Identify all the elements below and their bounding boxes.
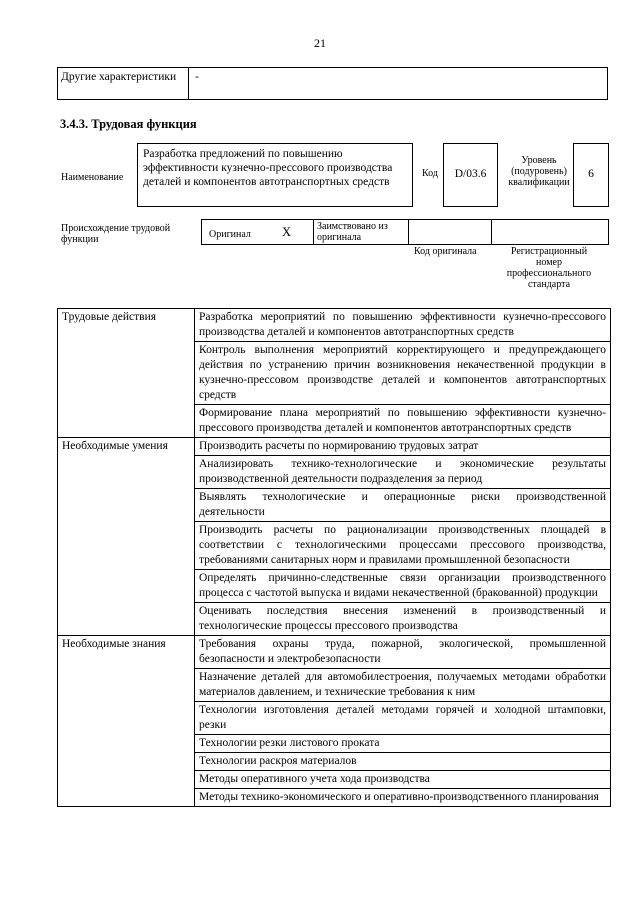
list-item: Формирование плана мероприятий по повышению эффективности кузнечно-прессового производства деталей и компонентов автотранспортных средств: [195, 405, 611, 438]
function-name-text: Разработка предложений по повышению эффективности кузнечно-прессового производства деталей и компонентов автотранспортных средств: [143, 148, 393, 188]
table-row: [58, 438, 611, 456]
level-value: 6: [588, 168, 594, 180]
list-item: Выявлять технологические и операционные риски производственной деятельности: [195, 489, 611, 522]
level-label: Уровень (подуровень) квалификации: [508, 155, 570, 188]
list-item: Определять причинно-следственные связи организации производственного процесса с частотой выпуска и видами некачественной (бракованной) продукции: [195, 570, 611, 603]
code-value: D/03.6: [454, 168, 487, 180]
list-item: Контроль выполнения мероприятий корректирующего и предупреждающего действия по устранению причин возникновения некачественной продукции в кузнечно-прессовом производстве деталей и компонентов автотранспортных средств: [195, 342, 611, 405]
list-item: Методы технико-экономического и оперативно-производственного планирования: [195, 789, 611, 807]
origin-divider-3: [491, 220, 492, 244]
origin-divider-2: [408, 220, 409, 244]
section-title: 3.4.3. Трудовая функция: [60, 117, 197, 131]
list-item: Разработка мероприятий по повышению эффективности кузнечно-прессового производства деталей и компонентов автотранспортных средств: [195, 309, 611, 342]
table-row: [58, 636, 611, 669]
category-labor-actions: Трудовые действия: [58, 309, 195, 438]
function-name-box: [137, 143, 413, 207]
category-required-knowledge: Необходимые знания: [58, 636, 195, 807]
category-required-skills: Необходимые умения: [58, 438, 195, 636]
other-characteristics-value: -: [195, 71, 199, 83]
list-item: Назначение деталей для автомобилестроения, получаемых методами обработки материалов давлением, и технические требования к ним: [195, 669, 611, 702]
code-box: [443, 143, 498, 207]
list-item: Требования охраны труда, пожарной, экологической, промышленной безопасности и электробезопасности: [195, 636, 611, 669]
list-item: Технологии раскроя материалов: [195, 753, 611, 771]
other-characteristics-label: Другие характеристики: [61, 71, 177, 83]
origin-label: Происхождение трудовой функции: [61, 223, 171, 245]
table-row: [58, 309, 611, 342]
name-label: Наименование: [61, 172, 124, 183]
list-item: Анализировать технико-технологические и экономические результаты производственной деятельности подразделения за период: [195, 456, 611, 489]
level-box: [573, 143, 609, 207]
reg-number-caption: Регистрационный номер профессионального стандарта: [506, 246, 592, 290]
origin-row: [201, 219, 609, 245]
original-mark: X: [282, 225, 292, 239]
list-item: Производить расчеты по нормированию трудовых затрат: [195, 438, 611, 456]
origin-divider-1: [313, 220, 314, 244]
list-item: Методы оперативного учета хода производства: [195, 771, 611, 789]
borrowed-label: Заимствовано из оригинала: [317, 221, 388, 243]
code-original-caption: Код оригинала: [414, 246, 477, 257]
list-item: Технологии резки листового проката: [195, 735, 611, 753]
other-characteristics-divider: [188, 68, 189, 99]
function-details-table: [57, 308, 611, 807]
list-item: Оценивать последствия внесения изменений в производственный и технологические процессы прессового производства: [195, 603, 611, 636]
other-characteristics-table: [57, 67, 608, 100]
list-item: Технологии изготовления деталей методами горячей и холодной штамповки, резки: [195, 702, 611, 735]
code-label: Код: [422, 168, 438, 179]
page-number: 21: [314, 36, 326, 50]
list-item: Производить расчеты по рационализации производственных площадей в соответствии с технологическими процессами прессового производства, требованиями санитарных норм и правилами промышленной безопасности: [195, 522, 611, 570]
original-label: Оригинал: [209, 229, 251, 240]
